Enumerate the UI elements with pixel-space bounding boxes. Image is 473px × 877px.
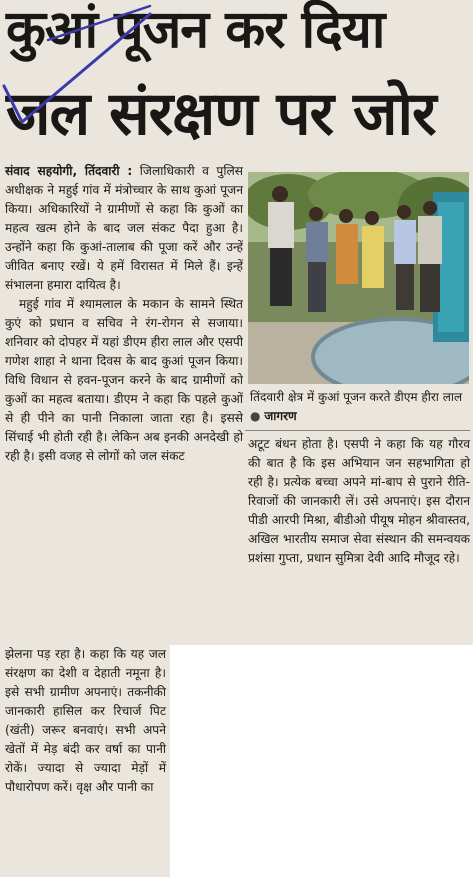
article-paragraph-3: झेलना पड़ रहा है। कहा कि यह जल संरक्षण का देशी व देहाती नमूना है। इसे सभी ग्रामीण अपनाएं। तकनीकी जानकारी हासिल कर रिचार्ज पिट (खंती) जरूर बनवाएं। सभी अपने खेतों में मेड़ बंदी कर वर्षा का पानी रोकें। ज्यादा से ज्यादा मेड़ों में पौधारोपण करें। वृक्ष और पानी का (5, 647, 166, 794)
well-worship-photo (248, 172, 469, 384)
article-photo (248, 172, 469, 384)
photo-caption-text: तिंदवारी क्षेत्र में कुआं पूजन करते डीएम हीरा लाल (250, 390, 463, 404)
article-paragraph-4: अटूट बंधन होता है। एसपी ने कहा कि यह गौरव की बात है कि इस अभियान जन सहभागिता हो रही है। प्रत्येक बच्चा अपने मां-बाप से पुराने रीति-रिवाजों की जानकारी लें। उसे अपनाएं। इस दौरान पीडी आरपी मिश्रा, बीडीओ पीयूष मोहन श्रीवास्तव, अखिल भारतीय समाज सेवा संस्थान की समन्वयक प्रशंसा गुप्ता, प्रधान सुमित्रा देवी आदि मौजूद रहे। (248, 437, 470, 565)
headline-line-2: जल संरक्षण पर जोर (6, 79, 436, 149)
photo-source: जागरण (264, 409, 297, 423)
pen-tick-mark-icon (0, 0, 160, 140)
article-column-1 (5, 162, 243, 466)
byline: संवाद सहयोगी, तिंदवारी : (5, 164, 133, 178)
article-paragraph-1: जिलाधिकारी व पुलिस अधीक्षक ने महुई गांव में मंत्रोच्चार के साथ कुआं पूजन किया। अधिकारियों ने ग्रामीणों से कहा कि कुओं का महत्व खत्म होने के बाद जल संकट पैदा हुआ है। उन्होंने कहा कि कुआं-तालाब की पूजा करें और उन्हें जीवित बनाए रखें। ये हमें विरासत में मिले हैं। इन्हें संभालना हमारा दायित्व है। (5, 164, 243, 292)
article-paragraph-2: महुई गांव में श्यामलाल के मकान के सामने स्थित कुएं को प्रधान व सचिव ने रंग-रोगन से सजाया। शनिवार को दोपहर में यहां डीएम हीरा लाल और एसपी गणेश शाहा ने थाना दिवस के बाद कुआं पूजन किया। विधि विधान से हवन-पूजन करने के बाद ग्रामीणों को कुओं का महत्व बताया। डीएम ने कहा कि पहले कुओं से ही पीने का पानी निकाला जाता रहा है। इससे सिंचाई भी होती रही है। लेकिन अब इनकी अनदेखी हो रही है। इसी वजह से लोगों को जल संकट (5, 297, 243, 463)
article-column-3 (248, 435, 470, 568)
headline-line-1: कुआं पूजन कर दिया (6, 0, 385, 60)
photo-caption (250, 388, 468, 426)
article-column-2 (5, 645, 166, 797)
caption-bullet: ● (250, 409, 261, 423)
caption-divider (245, 430, 470, 431)
